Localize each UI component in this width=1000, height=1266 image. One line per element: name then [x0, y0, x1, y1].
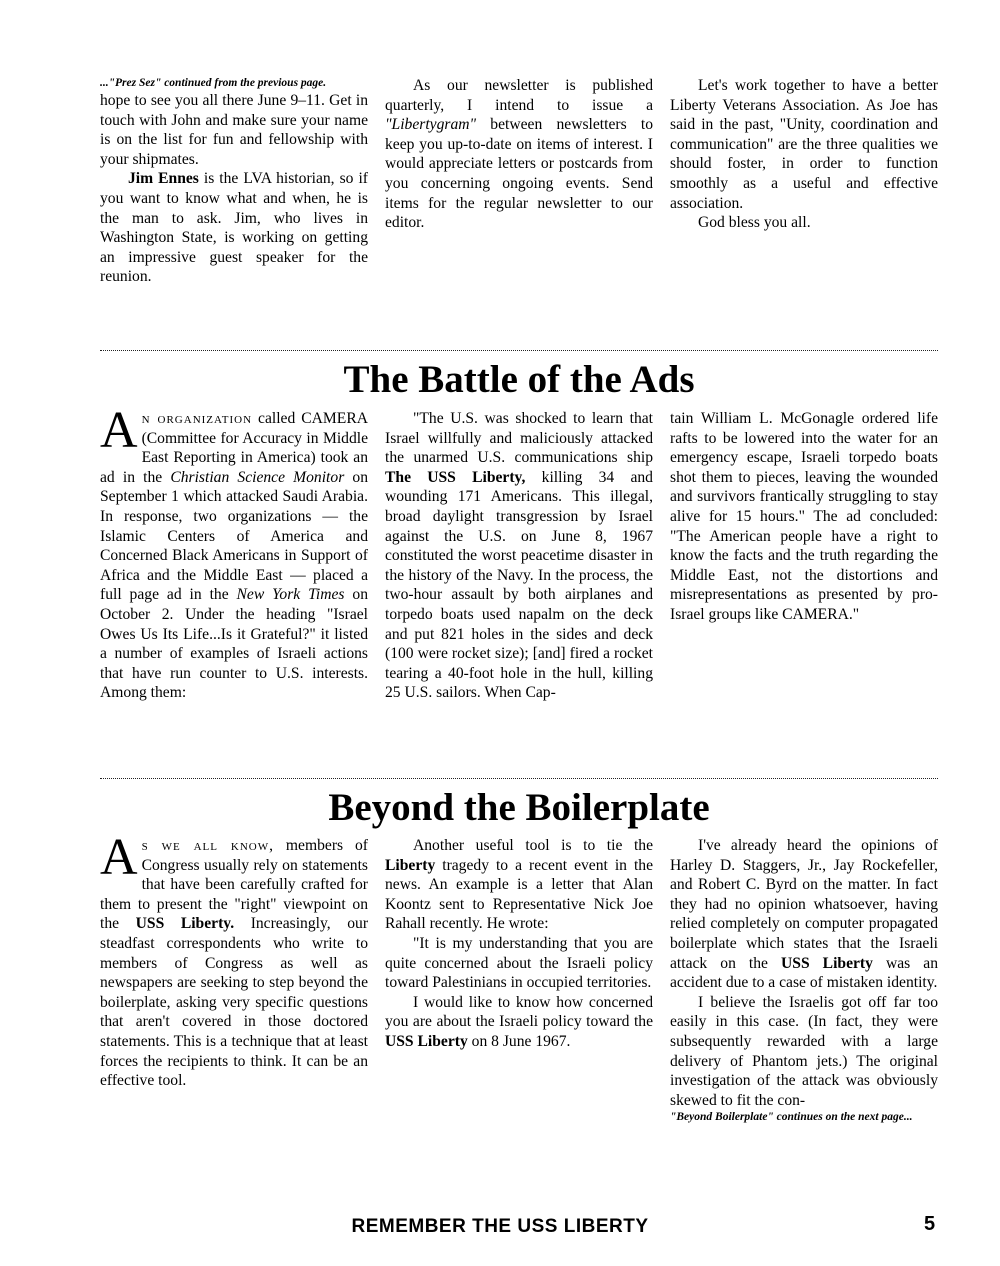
- top-col-2: [385, 76, 653, 287]
- battle-col-2: [385, 409, 653, 703]
- text: on October 2. Under the heading "Israel Owes Us Its Life...Is it Grateful?" it listed a number of examples of Israeli actions that have run counter to U.S. interests. Among them:: [100, 586, 368, 702]
- drop-cap: A: [100, 402, 138, 459]
- lead-in: n organization: [141, 410, 253, 427]
- paragraph: [100, 402, 368, 703]
- boilerplate-section: [100, 829, 938, 1125]
- text: killing 34 and wounding 171 Americans. This illegal, broad daylight transgression by Israel against the U.S. on June 8, 1967 constituted the worst peacetime disaster in the history of the Navy. In the process, the two-hour assault by both airplanes and torpedo boats used napalm on the deck and put 821 holes in the sides and deck (100 were rocket size); [and] fired a rocket tearing a 40-foot hole in the hull, killing 25 U.S. sailors. When Cap-: [385, 468, 653, 702]
- italic-text: "Libertygram": [385, 116, 477, 134]
- paragraph: I believe the Israelis got off far too easily in this case. (In fact, they were subsequently rewarded with a large delivery of Phantom jets.) The original investigation of the attack was obviously skewed to fit the con-: [670, 993, 938, 1109]
- top-col-3: [670, 76, 938, 287]
- paragraph: [100, 829, 369, 1091]
- article-headline: Beyond the Boilerplate: [328, 786, 710, 829]
- section-divider: [100, 778, 938, 779]
- text: is the LVA historian, so if you want to know what and when, he is the man to ask. Jim, who lives in Washington State, is working on getting an impressive guest speaker for the reunion.: [100, 170, 368, 286]
- lead-in: s we all know,: [141, 837, 275, 854]
- publication-name: Christian Science Monitor: [170, 468, 345, 486]
- top-section: [100, 76, 938, 287]
- boiler-col-1: [100, 829, 369, 1125]
- drop-cap: A: [100, 829, 138, 886]
- top-col-1: [100, 76, 368, 287]
- text: between newsletters to keep you up-to-date on items of interest. I would appreciate letters or postcards from you concerning ongoing events. Send items for the regular newsletter to our editor.: [385, 116, 653, 232]
- continued-note: ..."Prez Sez" continued from the previous page.: [100, 77, 327, 89]
- paragraph: [670, 836, 938, 993]
- text: Another useful tool is to tie the: [413, 837, 653, 854]
- quote-paragraph: "It is my understanding that you are quite concerned about the Israeli policy toward Palestinians in occupied territories.: [385, 934, 653, 992]
- paragraph: God bless you all.: [698, 214, 811, 232]
- article-headline: The Battle of the Ads: [343, 358, 695, 401]
- person-name: Jim Ennes: [128, 170, 199, 188]
- text: Increasingly, our steadfast correspondents who write to members of Congress as well as newspapers are seeking to step beyond the boilerplate, asking very specific questions that aren't covered in those doctored statements. This is a technique that at least forces the recipients to think. It can be an effective tool.: [100, 915, 369, 1090]
- text: I would like to know how concerned you are about the Israeli policy toward the: [385, 993, 653, 1031]
- text: I've already heard the opinions of Harley D. Staggers, Jr., Jay Rockefeller, and Robert C. Byrd on the matter. In fact they had no opinion whatsoever, having relied completely on computer propagated boilerplate which states that the Israeli attack on the: [670, 837, 938, 972]
- text: on September 1 which attacked Saudi Arabia. In response, two organizations — the Islamic Centers of America and Concerned Black Americans in Support of Africa and the Middle East — placed a full page ad in the: [100, 468, 368, 604]
- text: tragedy to a recent event in the news. An example is a letter that Alan Koontz sent to Representative Nick Joe Rahall recently. He wrote:: [385, 856, 653, 933]
- text: on 8 June 1967.: [467, 1032, 571, 1050]
- paragraph: [100, 169, 368, 287]
- paragraph: [385, 76, 653, 233]
- paragraph: Let's work together to have a better Liberty Veterans Association. As Joe has said in the past, "Unity, coordination and communication" are the three qualities we should foster, in order to function smoothly as a useful and effective association.: [670, 77, 938, 212]
- ship-name: USS Liberty: [781, 954, 873, 972]
- text: "The U.S. was shocked to learn that Israel willfully and maliciously attacked the unarmed U.S. communications ship: [385, 410, 653, 467]
- paragraph: [385, 409, 653, 703]
- text: called CAMERA (Committee for Accuracy in Middle East Reporting in America) took an ad in the: [100, 410, 368, 486]
- battle-section: [100, 402, 938, 703]
- paragraph: tain William L. McGonagle ordered life rafts to be lowered into the water for an emergency escape, Israeli torpedo boats shot them to pieces, leaving the wounded and survivors frantically struggling to stay alive for 15 hours." The ad concluded: "The American people have a right to know the facts and the truth regarding the Middle East, not the distortions and misrepresentations as presented by pro-Israel groups like CAMERA.": [670, 410, 938, 623]
- boiler-col-2: [385, 836, 653, 1125]
- paragraph: [100, 91, 368, 169]
- page-number: 5: [924, 1213, 936, 1235]
- text: was an accident due to a case of mistaken identity.: [670, 954, 938, 992]
- publication-name: New York Times: [236, 586, 345, 604]
- battle-col-3: [670, 409, 938, 703]
- text: members of Congress usually rely on statements that have been carefully crafted for them to present the "right" viewpoint on the: [100, 837, 368, 933]
- ship-name: USS Liberty.: [135, 915, 235, 933]
- text: As our newsletter is published quarterly, I intend to issue a: [385, 77, 653, 114]
- section-divider: [100, 350, 938, 351]
- ship-name: The USS Liberty,: [385, 468, 526, 486]
- paragraph: [385, 836, 653, 934]
- boiler-col-3: [670, 836, 938, 1125]
- continued-note: "Beyond Boilerplate" continues on the next page...: [670, 1111, 913, 1124]
- footer-title: REMEMBER THE USS LIBERTY: [351, 1216, 649, 1237]
- ship-name: Liberty: [385, 856, 436, 874]
- battle-col-1: [100, 402, 368, 703]
- ship-name: USS Liberty: [385, 1032, 468, 1050]
- quote-paragraph: [385, 993, 653, 1052]
- text: hope to see you all there June 9–11. Get in touch with John and make sure your name is on the list for fun and fellowship with your shipmates.: [100, 92, 368, 168]
